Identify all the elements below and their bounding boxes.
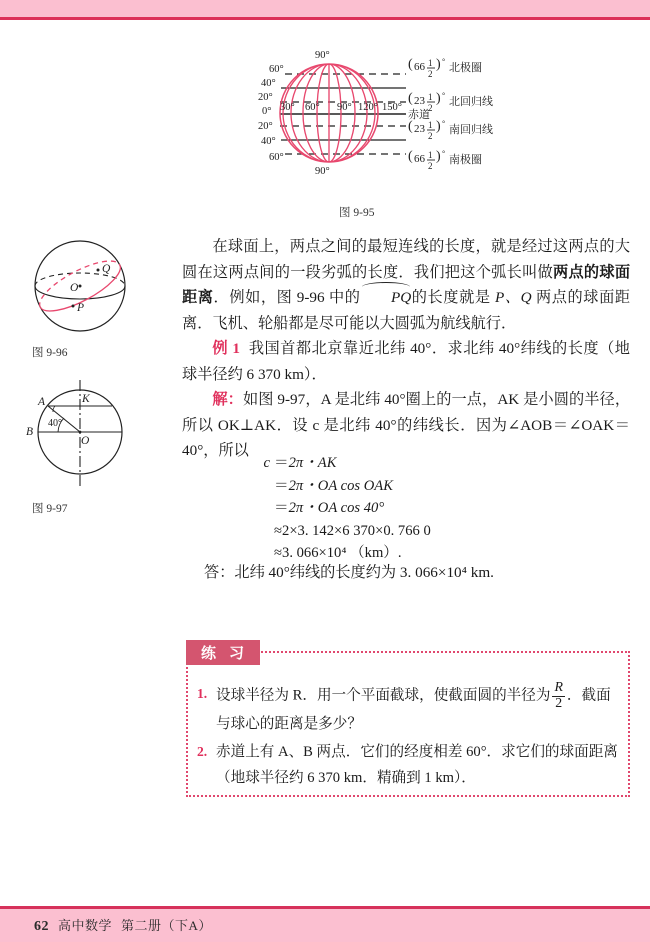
para1-part-d: 两点的球面距离．飞机、轮船都是尽可能以大圆弧为航线航行． bbox=[182, 289, 631, 332]
answer-line: 答：北纬 40°纬线的长度约为 3. 066×10⁴ km. bbox=[204, 564, 494, 581]
globe-pole-south: 90° bbox=[315, 166, 330, 177]
figure-circle-ak-caption: 图 9-97 bbox=[32, 503, 68, 515]
footer-volume: 第二册（下A） bbox=[121, 918, 212, 933]
para1-part-a: 在球面上，两点之间的最短连线的长度，就是经过这两点的大圆在这两点间的一段劣弧的长度．我们把这个弧长叫做 bbox=[182, 238, 630, 281]
para1-part-b: ．例如，图 9-96 中的 bbox=[213, 289, 361, 306]
equation-rhs: 2×3. 142×6 370×0. 766 0 bbox=[282, 522, 431, 539]
svg-text:1: 1 bbox=[428, 58, 433, 68]
globe-ring-label-3: 南回归线 bbox=[449, 124, 493, 136]
svg-text:2: 2 bbox=[428, 69, 433, 79]
globe-ring-label-0: 北极圈 bbox=[449, 62, 482, 74]
svg-text:): ) bbox=[436, 149, 441, 164]
globe-lat-0: 0° bbox=[262, 106, 272, 117]
exercise-list bbox=[197, 681, 621, 793]
globe-lon-90: 90° bbox=[337, 102, 352, 113]
svg-text:°: ° bbox=[442, 91, 446, 100]
globe-ring-label-4: 南极圈 bbox=[449, 154, 482, 166]
circle-label-O: O bbox=[81, 435, 90, 447]
equation-rel: ＝ bbox=[274, 500, 289, 516]
figure-sphere-pq bbox=[18, 234, 168, 339]
svg-text:2: 2 bbox=[428, 103, 433, 113]
globe-lon-120: 120° bbox=[358, 102, 378, 113]
paragraph-example-1 bbox=[182, 336, 630, 387]
solution-text: 如图 9-97，A 是北纬 40°圈上的一点，AK 是小圆的半径，所以 OK⊥AK．设 c 是北纬 40°的纬线长．因为∠AOB＝∠OAK＝40°，所以 bbox=[182, 391, 631, 459]
svg-text:): ) bbox=[436, 57, 441, 72]
svg-text:°: ° bbox=[442, 119, 446, 128]
svg-text:23: 23 bbox=[414, 95, 425, 107]
equation-block bbox=[248, 452, 548, 565]
globe-lat-20s: 20° bbox=[258, 121, 273, 132]
fraction-denominator: 2 bbox=[555, 695, 563, 711]
svg-text:°: ° bbox=[442, 57, 446, 66]
figure-globe bbox=[258, 36, 508, 222]
svg-text:): ) bbox=[436, 91, 441, 106]
equation-rhs: 2π・OA cos 40° bbox=[288, 500, 385, 516]
equation-rhs: 2π・AK bbox=[288, 455, 337, 471]
equation-row bbox=[248, 475, 548, 498]
fraction-numerator: R bbox=[554, 680, 563, 695]
solution-tag: 解： bbox=[212, 391, 243, 408]
globe-lat-40n: 40° bbox=[261, 78, 276, 89]
para1-points-pq: P、Q bbox=[495, 289, 532, 306]
page-top-band bbox=[0, 0, 650, 17]
sphere-label-O: O bbox=[70, 282, 79, 294]
exercise-item-text-b: ．截面与球心的距离是多少？ bbox=[216, 687, 611, 733]
figure-circle-ak bbox=[18, 374, 168, 494]
globe-lon-60: 60° bbox=[305, 102, 320, 113]
equation-rhs: 3. 066×10⁴ （km）. bbox=[282, 545, 402, 561]
circle-label-B: B bbox=[26, 426, 34, 438]
arc-pq-symbol: PQ bbox=[361, 285, 412, 311]
globe-lat-60n: 60° bbox=[269, 64, 284, 75]
paragraph-sphere-distance bbox=[182, 234, 630, 336]
sphere-label-Q: Q bbox=[102, 263, 111, 275]
equation-row bbox=[248, 497, 548, 520]
example-text: 我国首都北京靠近北纬 40°．求北纬 40°纬线的长度（地球半径约 6 370 km）． bbox=[182, 340, 630, 383]
globe-lon-150: 150° bbox=[382, 102, 402, 113]
equation-rel: ＝ bbox=[274, 455, 289, 471]
globe-pole-north: 90° bbox=[315, 50, 330, 61]
equation-rel: ＝ bbox=[274, 477, 289, 494]
equation-row bbox=[248, 452, 548, 475]
exercise-heading bbox=[186, 640, 260, 665]
para1-keyword: 两点的球面距离 bbox=[182, 263, 631, 306]
globe-lat-40s: 40° bbox=[261, 136, 276, 147]
circle-label-A: A bbox=[38, 396, 46, 408]
para1-part-c: 的长度就是 bbox=[411, 289, 495, 306]
circle-angle-label: 40° bbox=[48, 418, 62, 429]
svg-text:66: 66 bbox=[414, 153, 425, 165]
globe-lat-60s: 60° bbox=[269, 152, 284, 163]
svg-text:(: ( bbox=[408, 57, 413, 72]
svg-text:°: ° bbox=[442, 149, 446, 158]
figure-globe-caption: 图 9-95 bbox=[339, 207, 375, 219]
equation-rel: ≈ bbox=[274, 545, 283, 561]
exercise-item-text-a: 设球半径为 R．用一个平面截球，使截面圆的半径为 bbox=[216, 687, 551, 704]
fraction-r-over-2 bbox=[552, 681, 564, 711]
figure-sphere-pq-caption: 图 9-96 bbox=[32, 347, 68, 359]
svg-text:23: 23 bbox=[414, 123, 425, 135]
svg-text:(: ( bbox=[408, 119, 413, 134]
globe-ring-label-1: 北回归线 bbox=[449, 96, 493, 108]
equation-rhs: 2π・OA cos OAK bbox=[288, 477, 393, 494]
circle-label-K: K bbox=[82, 393, 90, 405]
exercise-item-text-a: 赤道上有 A、B 两点．它们的经度相差 60°．求它们的球面距离（地球半径约 6 370 km．精确到 1 km）． bbox=[216, 744, 618, 787]
equation-row bbox=[248, 520, 548, 543]
globe-lon-30: 30° bbox=[280, 102, 295, 113]
exercise-heading-char-2: 习 bbox=[228, 646, 245, 662]
exercise-item-number: 1. bbox=[197, 686, 208, 701]
svg-text:1: 1 bbox=[428, 92, 433, 102]
svg-text:(: ( bbox=[408, 149, 413, 164]
exercise-heading-char-1: 练 bbox=[200, 646, 217, 662]
page-top-rule bbox=[0, 17, 650, 20]
svg-text:(: ( bbox=[408, 91, 413, 106]
exercise-item-number: 2. bbox=[197, 744, 208, 760]
svg-text:2: 2 bbox=[428, 131, 433, 141]
equation-lhs: c bbox=[263, 455, 270, 471]
svg-text:1: 1 bbox=[428, 120, 433, 130]
globe-lat-20n: 20° bbox=[258, 92, 273, 103]
svg-text:): ) bbox=[436, 119, 441, 134]
list-item bbox=[197, 681, 621, 737]
svg-text:1: 1 bbox=[428, 150, 433, 160]
list-item bbox=[197, 739, 621, 791]
globe-ring-label-2: 赤道 bbox=[408, 109, 430, 121]
main-text-column bbox=[182, 234, 630, 464]
page-number: 62 bbox=[34, 919, 49, 934]
sphere-label-P: P bbox=[77, 302, 85, 314]
equation-rel: ≈ bbox=[274, 522, 283, 539]
svg-text:2: 2 bbox=[428, 161, 433, 171]
footer-book-title: 高中数学 bbox=[58, 918, 113, 933]
page-footer bbox=[34, 915, 212, 935]
example-tag: 例 1 bbox=[212, 340, 240, 357]
svg-text:66: 66 bbox=[414, 61, 425, 73]
